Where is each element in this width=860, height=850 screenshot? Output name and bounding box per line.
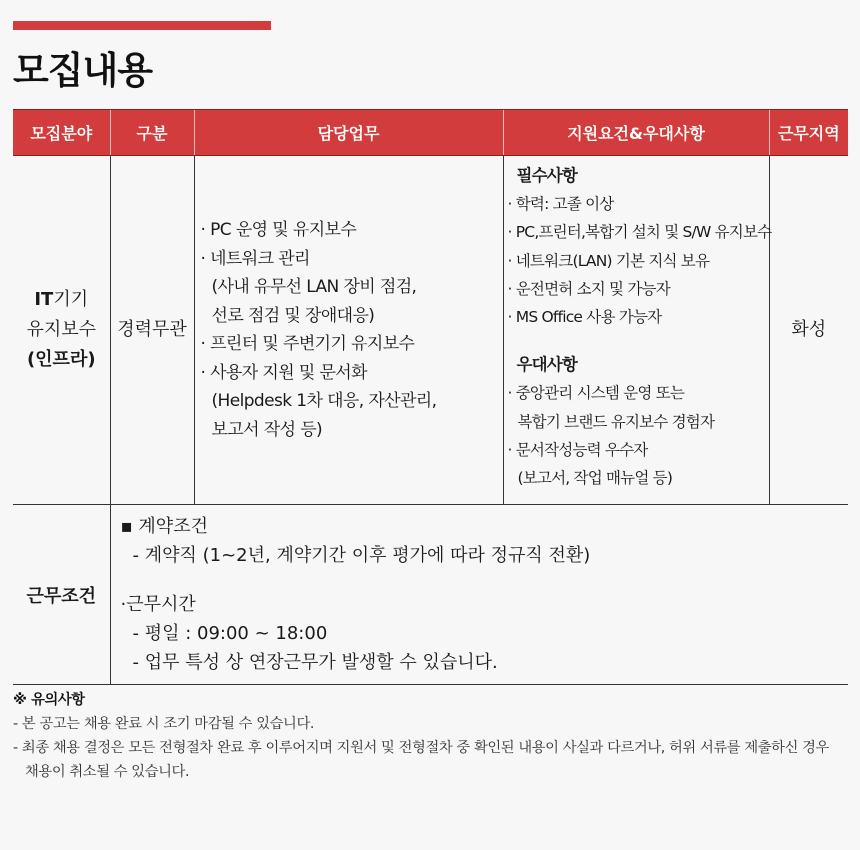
page-title: 모집내용 — [13, 49, 152, 92]
recruitment-table — [13, 109, 848, 685]
header-duties: 담당업무 — [194, 110, 503, 156]
division-cell: 경력무관 — [110, 156, 194, 505]
duties-cell — [194, 156, 503, 505]
conditions-cell — [110, 505, 848, 685]
duty-item: 선로 점검 및 장애대응) — [211, 305, 375, 326]
conditions-label: 근무조건 — [13, 505, 110, 685]
duty-item: (Helpdesk 1차 대응, 자산관리, — [211, 391, 437, 411]
notes-title: ※ 유의사항 — [13, 692, 85, 708]
header-field: 모집분야 — [13, 110, 110, 156]
contract-title: ▪ 계약조건 — [120, 516, 208, 537]
duty-item: · PC 운영 및 유지보수 — [200, 220, 357, 240]
note-line: 채용이 취소될 수 있습니다. — [25, 764, 190, 780]
contract-detail: - 계약직 (1~2년, 계약기간 이후 평가에 따라 정규직 전환) — [132, 545, 591, 566]
required-title: 필수사항 — [516, 166, 578, 185]
requirements-cell — [503, 156, 772, 505]
hours-detail: - 평일 : 09:00 ~ 18:00 — [132, 623, 328, 644]
overtime-detail: - 업무 특성 상 연장근무가 발생할 수 있습니다. — [132, 652, 498, 673]
header-requirements: 지원요건&우대사항 — [503, 110, 769, 156]
required-item: · 학력: 고졸 이상 — [507, 195, 614, 214]
table-row-position — [13, 156, 848, 505]
preferred-item: (보고서, 작업 매뉴얼 등) — [517, 469, 673, 488]
notes-section — [13, 688, 848, 784]
preferred-title: 우대사항 — [516, 355, 578, 375]
category-maintenance: 유지보수 — [26, 319, 97, 340]
category-infra: (인프라) — [26, 349, 96, 370]
duty-item: · 프린터 및 주변기기 유지보수 — [200, 334, 415, 354]
title-accent-bar — [13, 21, 271, 30]
duty-item: · 네트워크 관리 — [200, 248, 310, 269]
preferred-item: · 문서작성능력 우수자 — [507, 440, 648, 459]
location-cell: 화성 — [769, 156, 848, 505]
duty-item: (사내 유무선 LAN 장비 점검, — [211, 277, 417, 297]
category-it: IT — [34, 289, 54, 310]
note-line: - 최종 채용 결정은 모든 전형절차 완료 후 이루어지며 지원서 및 전형절차 중 확인된 내용이 사실과 다르거나, 허위 서류를 제출하신 경우 — [13, 740, 829, 756]
duty-item: · 사용자 지원 및 문서화 — [200, 362, 367, 383]
required-item: · MS Office 사용 가능자 — [507, 308, 662, 327]
required-item: · 네트워크(LAN) 기본 지식 보유 — [507, 251, 710, 270]
category-cell — [13, 156, 110, 505]
header-location: 근무지역 — [769, 110, 848, 156]
header-division: 구분 — [110, 110, 194, 156]
table-row-conditions — [13, 505, 848, 685]
table-header-row — [13, 110, 848, 156]
category-device: 기기 — [53, 289, 89, 310]
note-line: - 본 공고는 채용 완료 시 조기 마감될 수 있습니다. — [13, 716, 315, 732]
required-item: · PC,프린터,복합기 설치 및 S/W 유지보수 — [507, 223, 772, 242]
preferred-item: · 중앙관리 시스템 운영 또는 — [507, 384, 685, 403]
duty-item: 보고서 작성 등) — [211, 419, 323, 440]
required-item: · 운전면허 소지 및 가능자 — [507, 279, 670, 298]
preferred-item: 복합기 브랜드 유지보수 경험자 — [517, 412, 715, 431]
hours-title: ·근무시간 — [120, 594, 196, 615]
